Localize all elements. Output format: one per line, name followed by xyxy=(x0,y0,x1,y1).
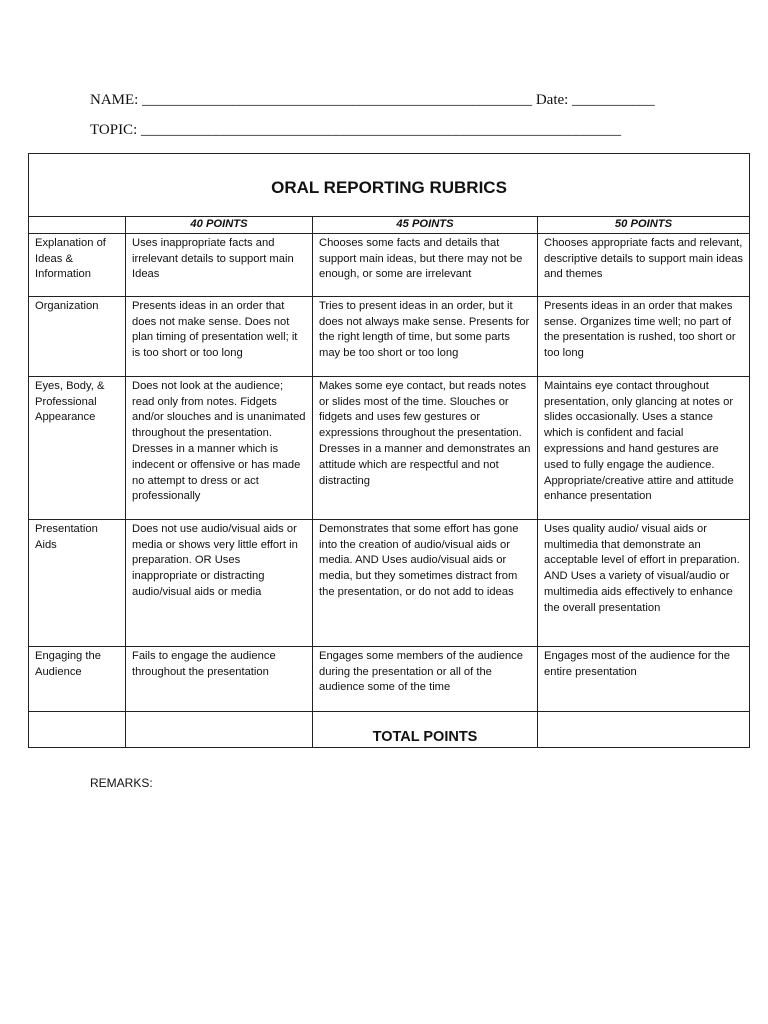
rubric-cell: Chooses some facts and details that support main ideas, but there may not be enough, or some are irrelevant xyxy=(313,233,538,296)
total-points-label: TOTAL POINTS xyxy=(313,711,538,747)
total-row xyxy=(29,711,750,747)
rubric-cell: Maintains eye contact throughout presentation, only glancing at notes or slides occasionally. Uses a stance which is confident and facial expressions and hand gestures are used to fully engage the audience. Appropriate/creative attire and attitude enhance presentation xyxy=(538,376,750,519)
rubric-cell: Presents ideas in an order that makes sense. Organizes time well; no part of the presentation is rushed, too short or too long xyxy=(538,296,750,376)
table-row xyxy=(29,376,750,519)
column-header-50: 50 POINTS xyxy=(538,217,750,234)
rubric-cell: Uses inappropriate facts and irrelevant details to support main Ideas xyxy=(126,233,313,296)
criterion-presentation-aids: Presentation Aids xyxy=(29,519,126,646)
rubric-cell: Does not use audio/visual aids or media or shows very little effort in preparation. OR Uses inappropriate or distracting audio/visual aids or media xyxy=(126,519,313,646)
remarks-label: REMARKS: xyxy=(90,776,153,790)
rubric-cell: Tries to present ideas in an order, but it does not always make sense. Presents for the right length of time, but some parts may be too short or too long xyxy=(313,296,538,376)
table-row xyxy=(29,233,750,296)
table-row xyxy=(29,519,750,646)
topic-line: TOPIC: ________________________________________________________________ xyxy=(90,122,621,138)
total-blank-cell xyxy=(29,711,126,747)
total-blank-cell xyxy=(126,711,313,747)
table-row xyxy=(29,296,750,376)
rubric-cell: Engages some members of the audience during the presentation or all of the audience some of the time xyxy=(313,646,538,711)
rubric-cell: Does not look at the audience; read only from notes. Fidgets and/or slouches and is unanimated throughout the presentation. Dresses in a manner which is indecent or offensive or has made no attempt to dress or act professionally xyxy=(126,376,313,519)
points-header-row xyxy=(29,217,750,234)
rubric-title: ORAL REPORTING RUBRICS xyxy=(271,177,507,197)
criterion-engaging-audience: Engaging the Audience xyxy=(29,646,126,711)
criterion-organization: Organization xyxy=(29,296,126,376)
table-row xyxy=(29,646,750,711)
rubric-cell: Demonstrates that some effort has gone into the creation of audio/visual aids or media. AND Uses audio/visual aids or media, but they sometimes distract from the presentation, or do not add to ideas xyxy=(313,519,538,646)
rubric-cell: Makes some eye contact, but reads notes or slides most of the time. Slouches or fidgets and uses few gestures or expressions throughout the presentation. Dresses in a manner and demonstrates an attitude which are respectful and not distracting xyxy=(313,376,538,519)
column-header-40: 40 POINTS xyxy=(126,217,313,234)
rubric-cell: Engages most of the audience for the entire presentation xyxy=(538,646,750,711)
rubric-cell: Chooses appropriate facts and relevant, descriptive details to support main ideas and themes xyxy=(538,233,750,296)
rubric-cell: Uses quality audio/ visual aids or multimedia that demonstrate an acceptable level of effort in preparation. AND Uses a variety of visual/audio or multimedia aids effectively to enhance the overall presentation xyxy=(538,519,750,646)
criterion-appearance: Eyes, Body, & Professional Appearance xyxy=(29,376,126,519)
criterion-header xyxy=(29,217,126,234)
rubric-cell: Presents ideas in an order that does not make sense. Does not plan timing of presentation well; it is too short or too long xyxy=(126,296,313,376)
rubric-title-cell xyxy=(29,154,750,217)
criterion-explanation: Explanation of Ideas & Information xyxy=(29,233,126,296)
name-date-line: NAME: ____________________________________________________ Date: ___________ xyxy=(90,92,655,108)
rubric-cell: Fails to engage the audience throughout the presentation xyxy=(126,646,313,711)
column-header-45: 45 POINTS xyxy=(313,217,538,234)
total-blank-cell xyxy=(538,711,750,747)
rubric-table xyxy=(28,153,750,748)
